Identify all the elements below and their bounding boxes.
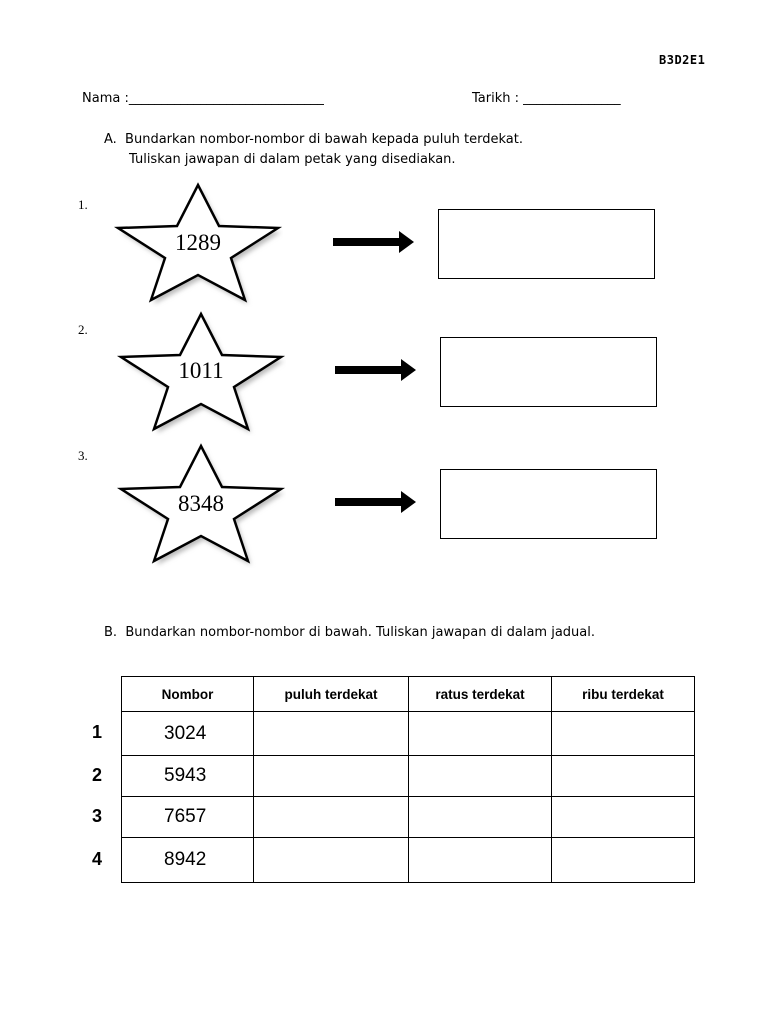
question-number: 1.: [78, 197, 88, 212]
answer-cell-ribu[interactable]: [552, 712, 695, 756]
star-number: 8348: [178, 491, 224, 516]
answer-cell-puluh[interactable]: [254, 838, 409, 883]
answer-cell-puluh[interactable]: [254, 797, 409, 838]
answer-cell-ratus[interactable]: [409, 756, 552, 797]
question-number: 2.: [78, 322, 88, 337]
answer-cell-puluh[interactable]: [254, 756, 409, 797]
star-shape: [116, 311, 286, 436]
date-field[interactable]: Tarikh : _______________: [472, 91, 621, 106]
name-field[interactable]: Nama :______________________________: [82, 91, 324, 106]
column-header-puluh: puluh terdekat: [254, 677, 409, 712]
number-cell: 3024: [122, 712, 254, 756]
section-a-instruction-1: A. Bundarkan nombor-nombor di bawah kepada puluh terdekat.: [104, 132, 523, 147]
answer-cell-ribu[interactable]: [552, 797, 695, 838]
star-number: 1011: [178, 358, 224, 383]
arrow-right-icon: [335, 490, 417, 514]
arrow-right-icon: [333, 230, 415, 254]
answer-cell-ratus[interactable]: [409, 712, 552, 756]
number-cell: 7657: [122, 797, 254, 838]
column-header-nombor: Nombor: [122, 677, 254, 712]
worksheet-code: B3D2E1: [659, 53, 706, 67]
section-a-instruction-2: Tuliskan jawapan di dalam petak yang disediakan.: [129, 152, 456, 167]
answer-box[interactable]: [440, 337, 657, 407]
table-header-row: [122, 677, 695, 712]
table-row: [122, 797, 695, 838]
table-row: [122, 712, 695, 756]
arrow-right-icon: [335, 358, 417, 382]
answer-cell-puluh[interactable]: [254, 712, 409, 756]
table-row: [122, 756, 695, 797]
answer-cell-ratus[interactable]: [409, 797, 552, 838]
section-b-instruction: B. Bundarkan nombor-nombor di bawah. Tuliskan jawapan di dalam jadual.: [104, 625, 596, 640]
answer-cell-ratus[interactable]: [409, 838, 552, 883]
star-number: 1289: [175, 230, 221, 255]
answer-box[interactable]: [440, 469, 657, 539]
answer-cell-ribu[interactable]: [552, 756, 695, 797]
answer-box[interactable]: [438, 209, 655, 279]
table-row: [122, 838, 695, 883]
row-label: 2: [92, 765, 103, 785]
star-shape: [113, 182, 283, 307]
number-cell: 5943: [122, 756, 254, 797]
column-header-ratus: ratus terdekat: [409, 677, 552, 712]
rounding-table: [121, 676, 695, 883]
question-number: 3.: [78, 448, 88, 463]
row-label: 3: [92, 806, 103, 826]
answer-cell-ribu[interactable]: [552, 838, 695, 883]
column-header-ribu: ribu terdekat: [552, 677, 695, 712]
row-label: 1: [92, 722, 103, 742]
star-shape: [116, 443, 286, 568]
row-label: 4: [92, 849, 103, 869]
number-cell: 8942: [122, 838, 254, 883]
